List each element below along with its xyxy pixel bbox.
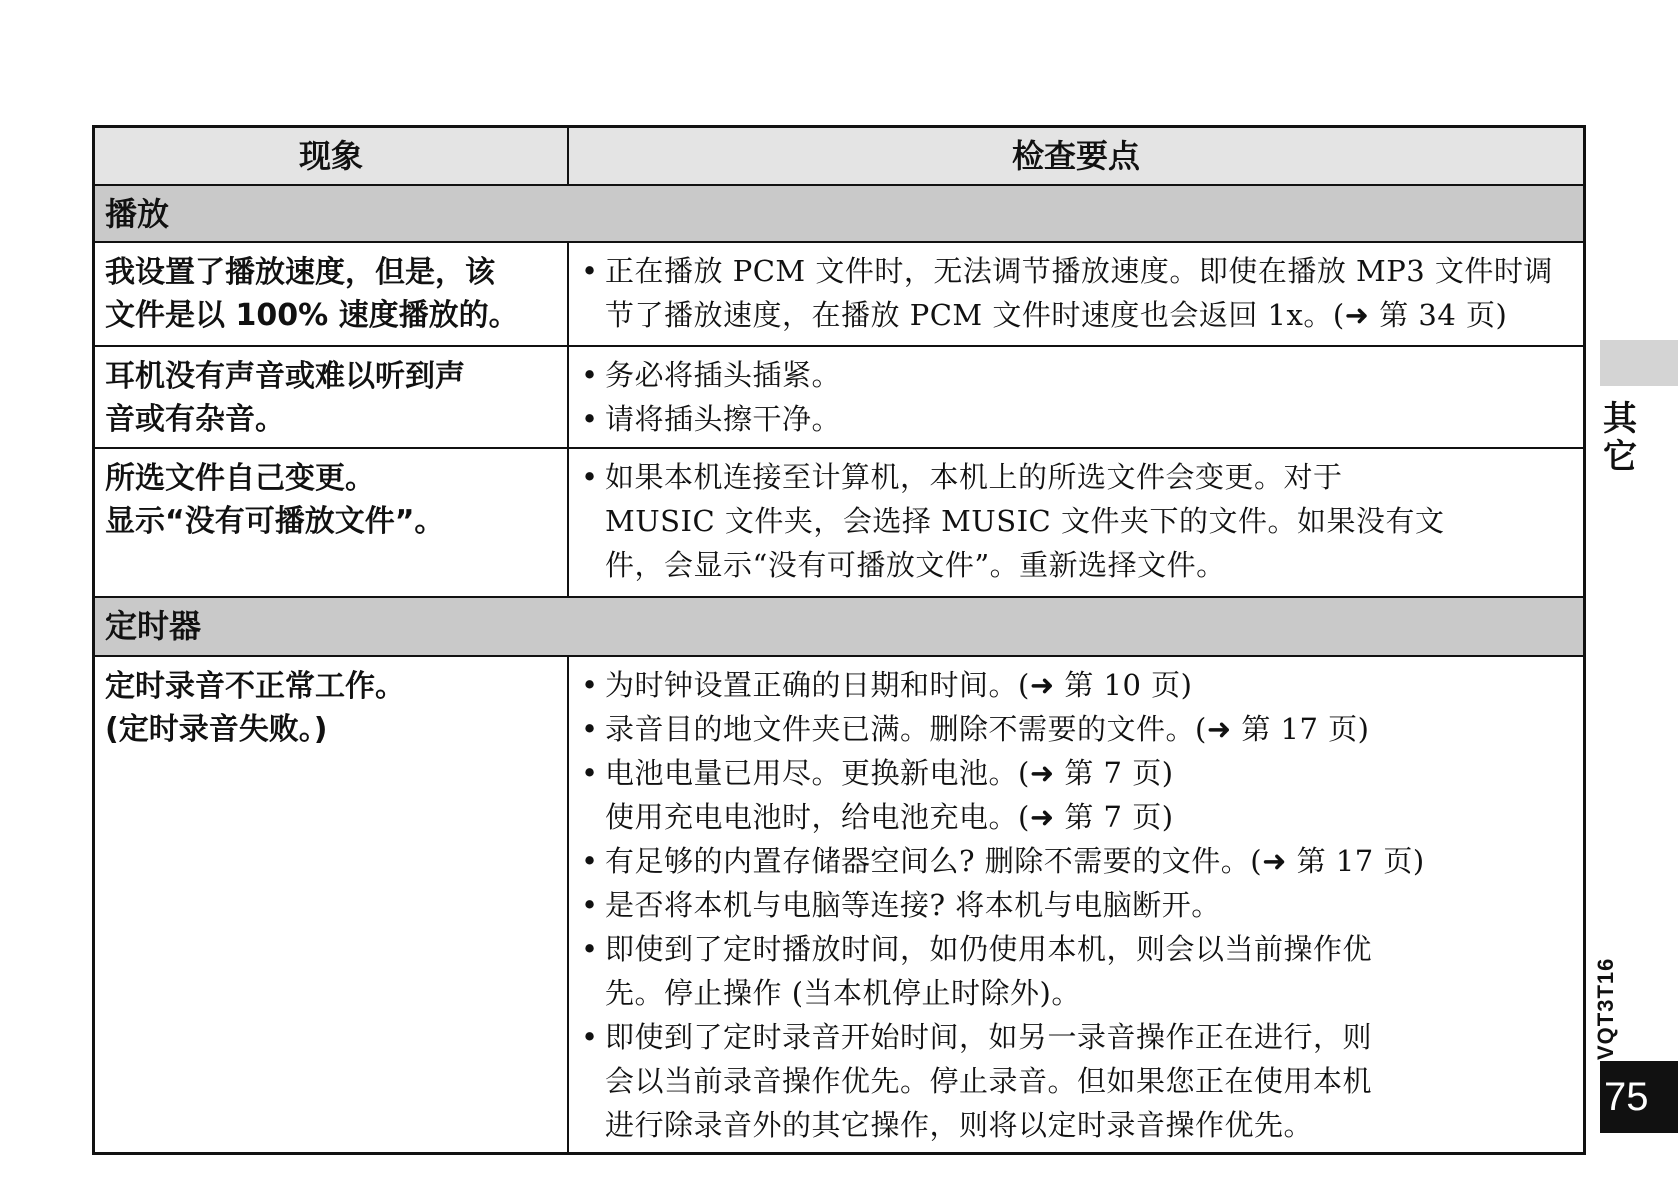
symptom-line: 文件是以 100% 速度播放的。 [105,298,519,333]
check-line: 件，会显示“没有可播放文件”。重新选择文件。 [605,548,1226,582]
check-line: 是否将本机与电脑等连接? 将本机与电脑断开。 [605,888,1221,922]
check-cell [569,243,1583,345]
check-line: 即使到了定时录音开始时间，如另一录音操作正在进行，则 [605,1020,1373,1054]
check-line: 请将插头擦干净。 [605,402,842,436]
check-line: 即使到了定时播放时间，如仍使用本机，则会以当前操作优 [605,932,1373,966]
symptom-line: 耳机没有声音或难以听到声 [105,359,465,394]
section-row-playback [95,186,1583,243]
troubleshooting-table [92,125,1586,1155]
symptom-cell [95,243,569,345]
symptom-line: (定时录音失败。) [105,712,328,747]
section-row-timer [95,598,1583,657]
section-title: 定时器 [105,607,202,645]
table-row [95,449,1583,598]
check-line: 有足够的内置存储器空间么? 删除不需要的文件。(➜ 第 17 页) [605,844,1425,878]
check-line: 节了播放速度，在播放 PCM 文件时速度也会返回 1x。(➜ 第 34 页) [605,298,1508,332]
symptom-cell [95,347,569,447]
page-number: 75 [1600,1061,1678,1133]
check-line: 电池电量已用尽。更换新电池。(➜ 第 7 页) [605,756,1174,790]
symptom-cell [95,657,569,1155]
section-title: 播放 [105,195,170,233]
check-header: 检查要点 [1011,137,1140,175]
side-tab-label: 其它 [1603,399,1637,477]
table-row [95,657,1583,1155]
check-line: 先。停止操作 (当本机停止时除外)。 [605,976,1081,1010]
check-item: • 电池电量已用尽。更换新电池。(➜ 第 7 页) 使用充电电池时，给电池充电。(➜ 第 7 页) [581,751,1573,839]
check-line: 使用充电电池时，给电池充电。(➜ 第 7 页) [605,800,1174,834]
check-line: 录音目的地文件夹已满。删除不需要的文件。(➜ 第 17 页) [605,712,1370,746]
check-item: • 正在播放 PCM 文件时，无法调节播放速度。即使在播放 MP3 文件时调 节了播放速度，在播放 PCM 文件时速度也会返回 1x。(➜ 第 34 页) [581,249,1573,337]
check-line: 如果本机连接至计算机，本机上的所选文件会变更。对于 [605,460,1343,494]
check-line: MUSIC 文件夹，会选择 MUSIC 文件夹下的文件。如果没有文 [605,504,1445,538]
check-cell [569,449,1583,596]
check-line: 正在播放 PCM 文件时，无法调节播放速度。即使在播放 MP3 文件时调 [605,254,1553,288]
check-line: 为时钟设置正确的日期和时间。(➜ 第 10 页) [605,668,1193,702]
symptom-line: 音或有杂音。 [105,402,285,437]
symptom-header: 现象 [298,137,363,175]
check-line: 会以当前录音操作优先。停止录音。但如果您正在使用本机 [605,1064,1373,1098]
check-cell [569,347,1583,447]
side-tab-bar [1600,340,1678,386]
check-line: 务必将插头插紧。 [605,358,842,392]
model-code: VQT3T16 [1593,957,1618,1060]
symptom-line: 我设置了播放速度，但是，该 [105,255,495,290]
check-item: • 务必将插头插紧。 [581,353,1573,397]
symptom-line: 定时录音不正常工作。 [105,669,405,704]
check-item: • 有足够的内置存储器空间么? 删除不需要的文件。(➜ 第 17 页) [581,839,1573,883]
symptom-line: 所选文件自己变更。 [105,461,375,496]
check-item: • 请将插头擦干净。 [581,397,1573,441]
table-header-row [95,128,1583,186]
table-row [95,243,1583,347]
check-item: • 为时钟设置正确的日期和时间。(➜ 第 10 页) [581,663,1573,707]
check-item: • 是否将本机与电脑等连接? 将本机与电脑断开。 [581,883,1573,927]
check-line: 进行除录音外的其它操作，则将以定时录音操作优先。 [605,1108,1314,1142]
symptom-line: 显示“没有可播放文件”。 [105,504,445,539]
symptom-cell [95,449,569,596]
check-item: • 即使到了定时录音开始时间，如另一录音操作正在进行，则 会以当前录音操作优先。停止录音。但如果您正在使用本机 进行除录音外的其它操作，则将以定时录音操作优先。 [581,1015,1573,1147]
check-item: • 录音目的地文件夹已满。删除不需要的文件。(➜ 第 17 页) [581,707,1573,751]
table-row [95,347,1583,449]
check-item: • 即使到了定时播放时间，如仍使用本机，则会以当前操作优 先。停止操作 (当本机停止时除外)。 [581,927,1573,1015]
check-cell [569,657,1583,1155]
check-item: • 如果本机连接至计算机，本机上的所选文件会变更。对于 MUSIC 文件夹，会选择 MUSIC 文件夹下的文件。如果没有文 件，会显示“没有可播放文件”。重新选择文件。 [581,455,1573,587]
